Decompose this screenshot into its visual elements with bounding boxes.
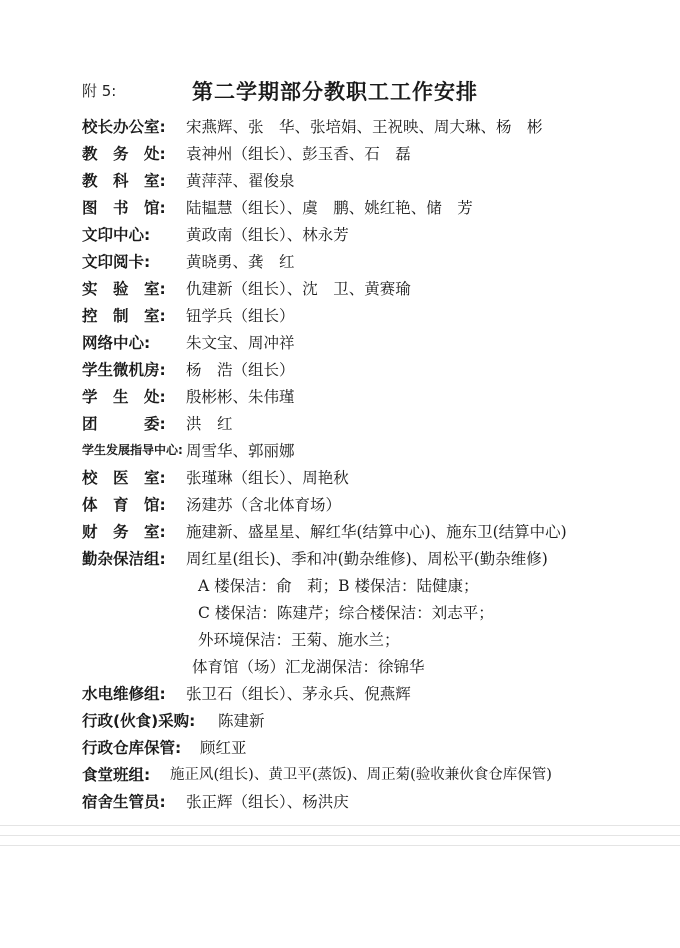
staff-names: 杨 浩（组长） [186, 360, 295, 379]
cleaning-detail: 体育馆（场）汇龙湖保洁：徐锦华 [192, 657, 425, 676]
department-label: 学生发展指导中心: [82, 443, 183, 457]
cleaning-detail: A 楼保洁：俞 莉；B 楼保洁：陆健康； [198, 576, 479, 595]
staff-names: 宋燕辉、张 华、张培娟、王祝映、周大琳、杨 彬 [186, 117, 543, 136]
department-label: 食堂班组: [82, 765, 151, 784]
department-label: 体 育 馆: [82, 495, 166, 514]
department-label: 财 务 室: [82, 522, 166, 541]
department-label: 水电维修组: [82, 684, 166, 703]
list-item [82, 328, 652, 355]
staff-names: 施正风(组长)、黄卫平(蒸饭)、周正菊(验收兼伙食仓库保管) [170, 767, 552, 783]
list-item [82, 193, 652, 220]
department-label: 实 验 室: [82, 279, 166, 298]
scan-artifact-lines [0, 825, 680, 865]
appendix-number: 附 5: [82, 82, 117, 100]
cleaning-detail: 外环境保洁：王菊、施水兰； [198, 630, 400, 649]
staff-names: 殷彬彬、朱伟瑾 [186, 387, 295, 406]
list-item [82, 733, 652, 760]
staff-names: 汤建苏（含北体育场） [186, 495, 342, 514]
staff-names: 朱文宝、周冲祥 [186, 333, 295, 352]
cleaning-detail: C 楼保洁：陈建芹；综合楼保洁：刘志平； [198, 603, 494, 622]
list-item [82, 139, 652, 166]
department-label: 控 制 室: [82, 306, 166, 325]
staff-names: 张正辉（组长）、杨洪庆 [186, 792, 349, 811]
staff-names: 周红星(组长)、季和冲(勤杂维修)、周松平(勤杂维修) [186, 549, 548, 568]
list-item [82, 544, 652, 571]
cleaning-detail-line [82, 571, 652, 598]
list-item [82, 409, 652, 436]
cleaning-detail-line [82, 598, 652, 625]
department-label: 学 生 处: [82, 387, 166, 406]
staff-names: 黄萍萍、翟俊泉 [186, 171, 295, 190]
department-label: 团 委: [82, 414, 166, 433]
list-item [82, 166, 652, 193]
staff-names: 陈建新 [218, 711, 265, 730]
cleaning-detail-line [82, 652, 652, 679]
list-item [82, 436, 652, 463]
department-label: 校 医 室: [82, 468, 166, 487]
staff-names: 黄晓勇、龚 红 [186, 252, 295, 271]
staff-names: 周雪华、郭丽娜 [186, 441, 295, 460]
department-label: 校长办公室: [82, 117, 166, 136]
list-item [82, 355, 652, 382]
list-item [82, 274, 652, 301]
list-item [82, 382, 652, 409]
department-label: 行政仓库保管: [82, 738, 182, 757]
list-item [82, 463, 652, 490]
list-item [82, 706, 652, 733]
staff-names: 张瑾琳（组长）、周艳秋 [186, 468, 349, 487]
document-title: 第二学期部分教职工工作安排 [192, 80, 478, 104]
department-label: 勤杂保洁组: [82, 549, 166, 568]
list-item [82, 490, 652, 517]
list-item [82, 787, 652, 814]
staff-names: 袁神州（组长）、彭玉香、石 磊 [186, 144, 411, 163]
list-item [82, 247, 652, 274]
list-item [82, 220, 652, 247]
list-item [82, 517, 652, 544]
staff-names: 黄政南（组长）、林永芳 [186, 225, 349, 244]
department-label: 学生微机房: [82, 360, 166, 379]
department-label: 网络中心: [82, 333, 151, 352]
list-item [82, 112, 652, 139]
department-label: 文印中心: [82, 225, 151, 244]
staff-names: 顾红亚 [200, 738, 247, 757]
staff-assignment-list [82, 112, 652, 814]
staff-names: 施建新、盛星星、解红华(结算中心)、施东卫(结算中心) [186, 522, 567, 541]
department-label: 图 书 馆: [82, 198, 166, 217]
staff-names: 陆韫慧（组长）、虞 鹏、姚红艳、储 芳 [186, 198, 473, 217]
department-label: 文印阅卡: [82, 252, 151, 271]
list-item [82, 301, 652, 328]
staff-names: 仇建新（组长）、沈 卫、黄赛瑜 [186, 279, 411, 298]
header [82, 76, 642, 106]
list-item [82, 679, 652, 706]
department-label: 教 科 室: [82, 171, 166, 190]
staff-names: 洪 红 [186, 414, 233, 433]
department-label: 行政(伙食)采购: [82, 711, 196, 730]
list-item [82, 760, 652, 787]
department-label: 宿舍生管员: [82, 792, 166, 811]
cleaning-detail-line [82, 625, 652, 652]
department-label: 教 务 处: [82, 144, 166, 163]
staff-names: 钮学兵（组长） [186, 306, 295, 325]
staff-names: 张卫石（组长）、茅永兵、倪燕辉 [186, 684, 411, 703]
